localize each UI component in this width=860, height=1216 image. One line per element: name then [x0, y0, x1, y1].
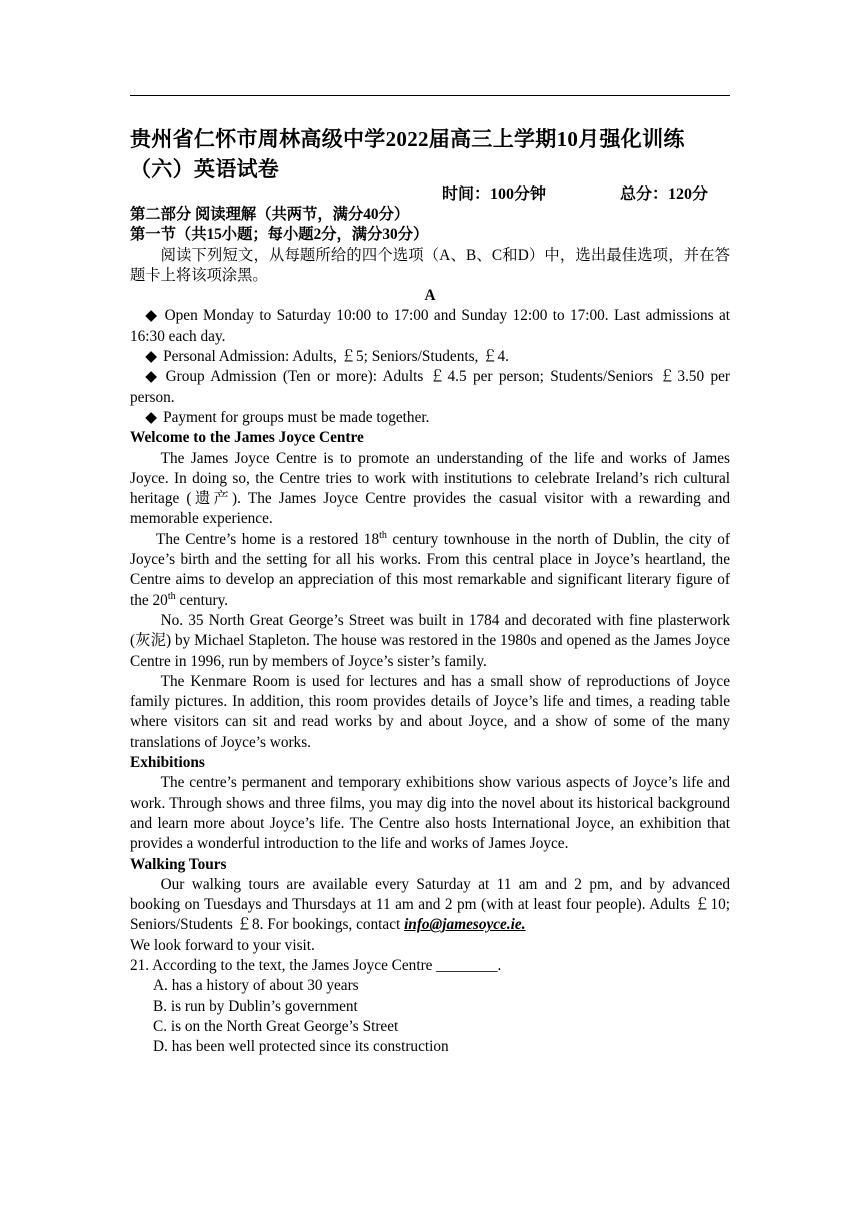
welcome-paragraph-2	[130, 530, 730, 611]
bullet-text: Open Monday to Saturday 10:00 to 17:00 and Sunday 12:00 to 17:00. Last admissions at 16:30 each day.	[130, 307, 730, 345]
welcome-paragraph-3: No. 35 North Great George’s Street was built in 1784 and decorated with fine plasterwork (灰泥) by Michael Stapleton. The house was restored in the 1980s and opened as the James Joyce Centre in 1996, run by members of Joyce’s sister’s family.	[130, 611, 730, 670]
walking-tours-paragraph	[130, 875, 730, 936]
diamond-bullet-icon: ◆	[145, 408, 158, 426]
walking-tours-text: Our walking tours are available every Saturday at 11 am and 2 pm, and by advanced booking on Tuesdays and Thursdays at 11 am and 2 pm (with at least four people). Adults ￡10; Seniors/Students ￡8. For bookings, contact	[130, 875, 730, 934]
walking-tours-heading: Walking Tours	[130, 855, 227, 873]
answer-option: B. is run by Dublin’s government	[153, 997, 358, 1015]
answer-option: A. has a history of about 30 years	[153, 977, 359, 995]
diamond-bullet-icon: ◆	[145, 368, 160, 386]
instruction-text: 阅读下列短文，从每题所给的四个选项（A、B、C和D）中，选出最佳选项，并在答题卡上将该项涂黑。	[130, 246, 730, 284]
header-rule	[130, 95, 730, 96]
ordinal-suffix: th	[167, 590, 176, 602]
question-stem: 21. According to the text, the James Joyce Centre ________.	[130, 956, 502, 974]
section-heading: 第一节（共15小题；每小题2分，满分30分）	[130, 226, 429, 244]
closing-text: We look forward to your visit.	[130, 936, 315, 954]
welcome-p2-part-c: century.	[175, 591, 229, 609]
bullet-text: Group Admission (Ten or more): Adults ￡4.5 per person; Students/Seniors ￡3.50 per person.	[130, 368, 730, 406]
bullet-text: Personal Admission: Adults, ￡5; Seniors/Students, ￡4.	[163, 348, 509, 366]
document-body	[130, 205, 730, 1057]
welcome-paragraph-4: The Kenmare Room is used for lectures and has a small show of reproductions of Joyce family pictures. In addition, this room provides details of Joyce’s life and times, a reading table where visitors can sit and read works by and about Joyce, and a show of some of the many translations of Joyce’s works.	[130, 672, 730, 751]
exam-total-score: 总分：120分	[620, 186, 709, 203]
welcome-p2-part-a: The Centre’s home is a restored 18	[156, 530, 380, 548]
answer-option: C. is on the North Great George’s Street	[153, 1017, 399, 1035]
welcome-p2-part-b: century townhouse in the north of Dublin, the city of Joyce’s birth and the setting for all his works. From this central place in Joyce’s heartland, the Centre aims to develop an appreciation of this most remarkable and significant literary figure of the 20	[130, 530, 731, 609]
passage-label: A	[424, 287, 436, 305]
bullet-item	[130, 306, 730, 347]
welcome-heading: Welcome to the James Joyce Centre	[130, 429, 364, 447]
answer-option: D. has been well protected since its construction	[153, 1038, 449, 1056]
bullet-item	[130, 367, 730, 408]
welcome-paragraph-1: The James Joyce Centre is to promote an understanding of the life and works of James Joyce. In doing so, the Centre tries to work with institutions to celebrate Ireland’s rich cultural heritage (遗产). The James Joyce Centre provides the casual visitor with a rewarding and memorable experience.	[130, 449, 730, 528]
ordinal-suffix: th	[379, 529, 387, 541]
diamond-bullet-icon: ◆	[145, 307, 159, 325]
booking-email-link[interactable]: info@jamesoyce.ie.	[404, 916, 526, 934]
bullet-item	[130, 408, 730, 428]
part-heading: 第二部分 阅读理解（共两节，满分40分）	[130, 206, 410, 223]
exam-time: 时间：100分钟	[442, 186, 547, 203]
bullet-text: Payment for groups must be made together.	[163, 408, 430, 426]
diamond-bullet-icon: ◆	[145, 348, 158, 366]
bullet-item	[130, 347, 730, 367]
exhibitions-paragraph: The centre’s permanent and temporary exhibitions show various aspects of Joyce’s life and work. Through shows and three films, you may dig into the novel about its historical background and learn more about Joyce’s life. The Centre also hosts International Joyce, an exhibition that provides a wonderful introduction to the life and works of James Joyce.	[130, 774, 730, 853]
exam-title: 贵州省仁怀市周林高级中学2022届高三上学期10月强化训练（六）英语试卷	[130, 127, 685, 181]
exhibitions-heading: Exhibitions	[130, 754, 205, 772]
